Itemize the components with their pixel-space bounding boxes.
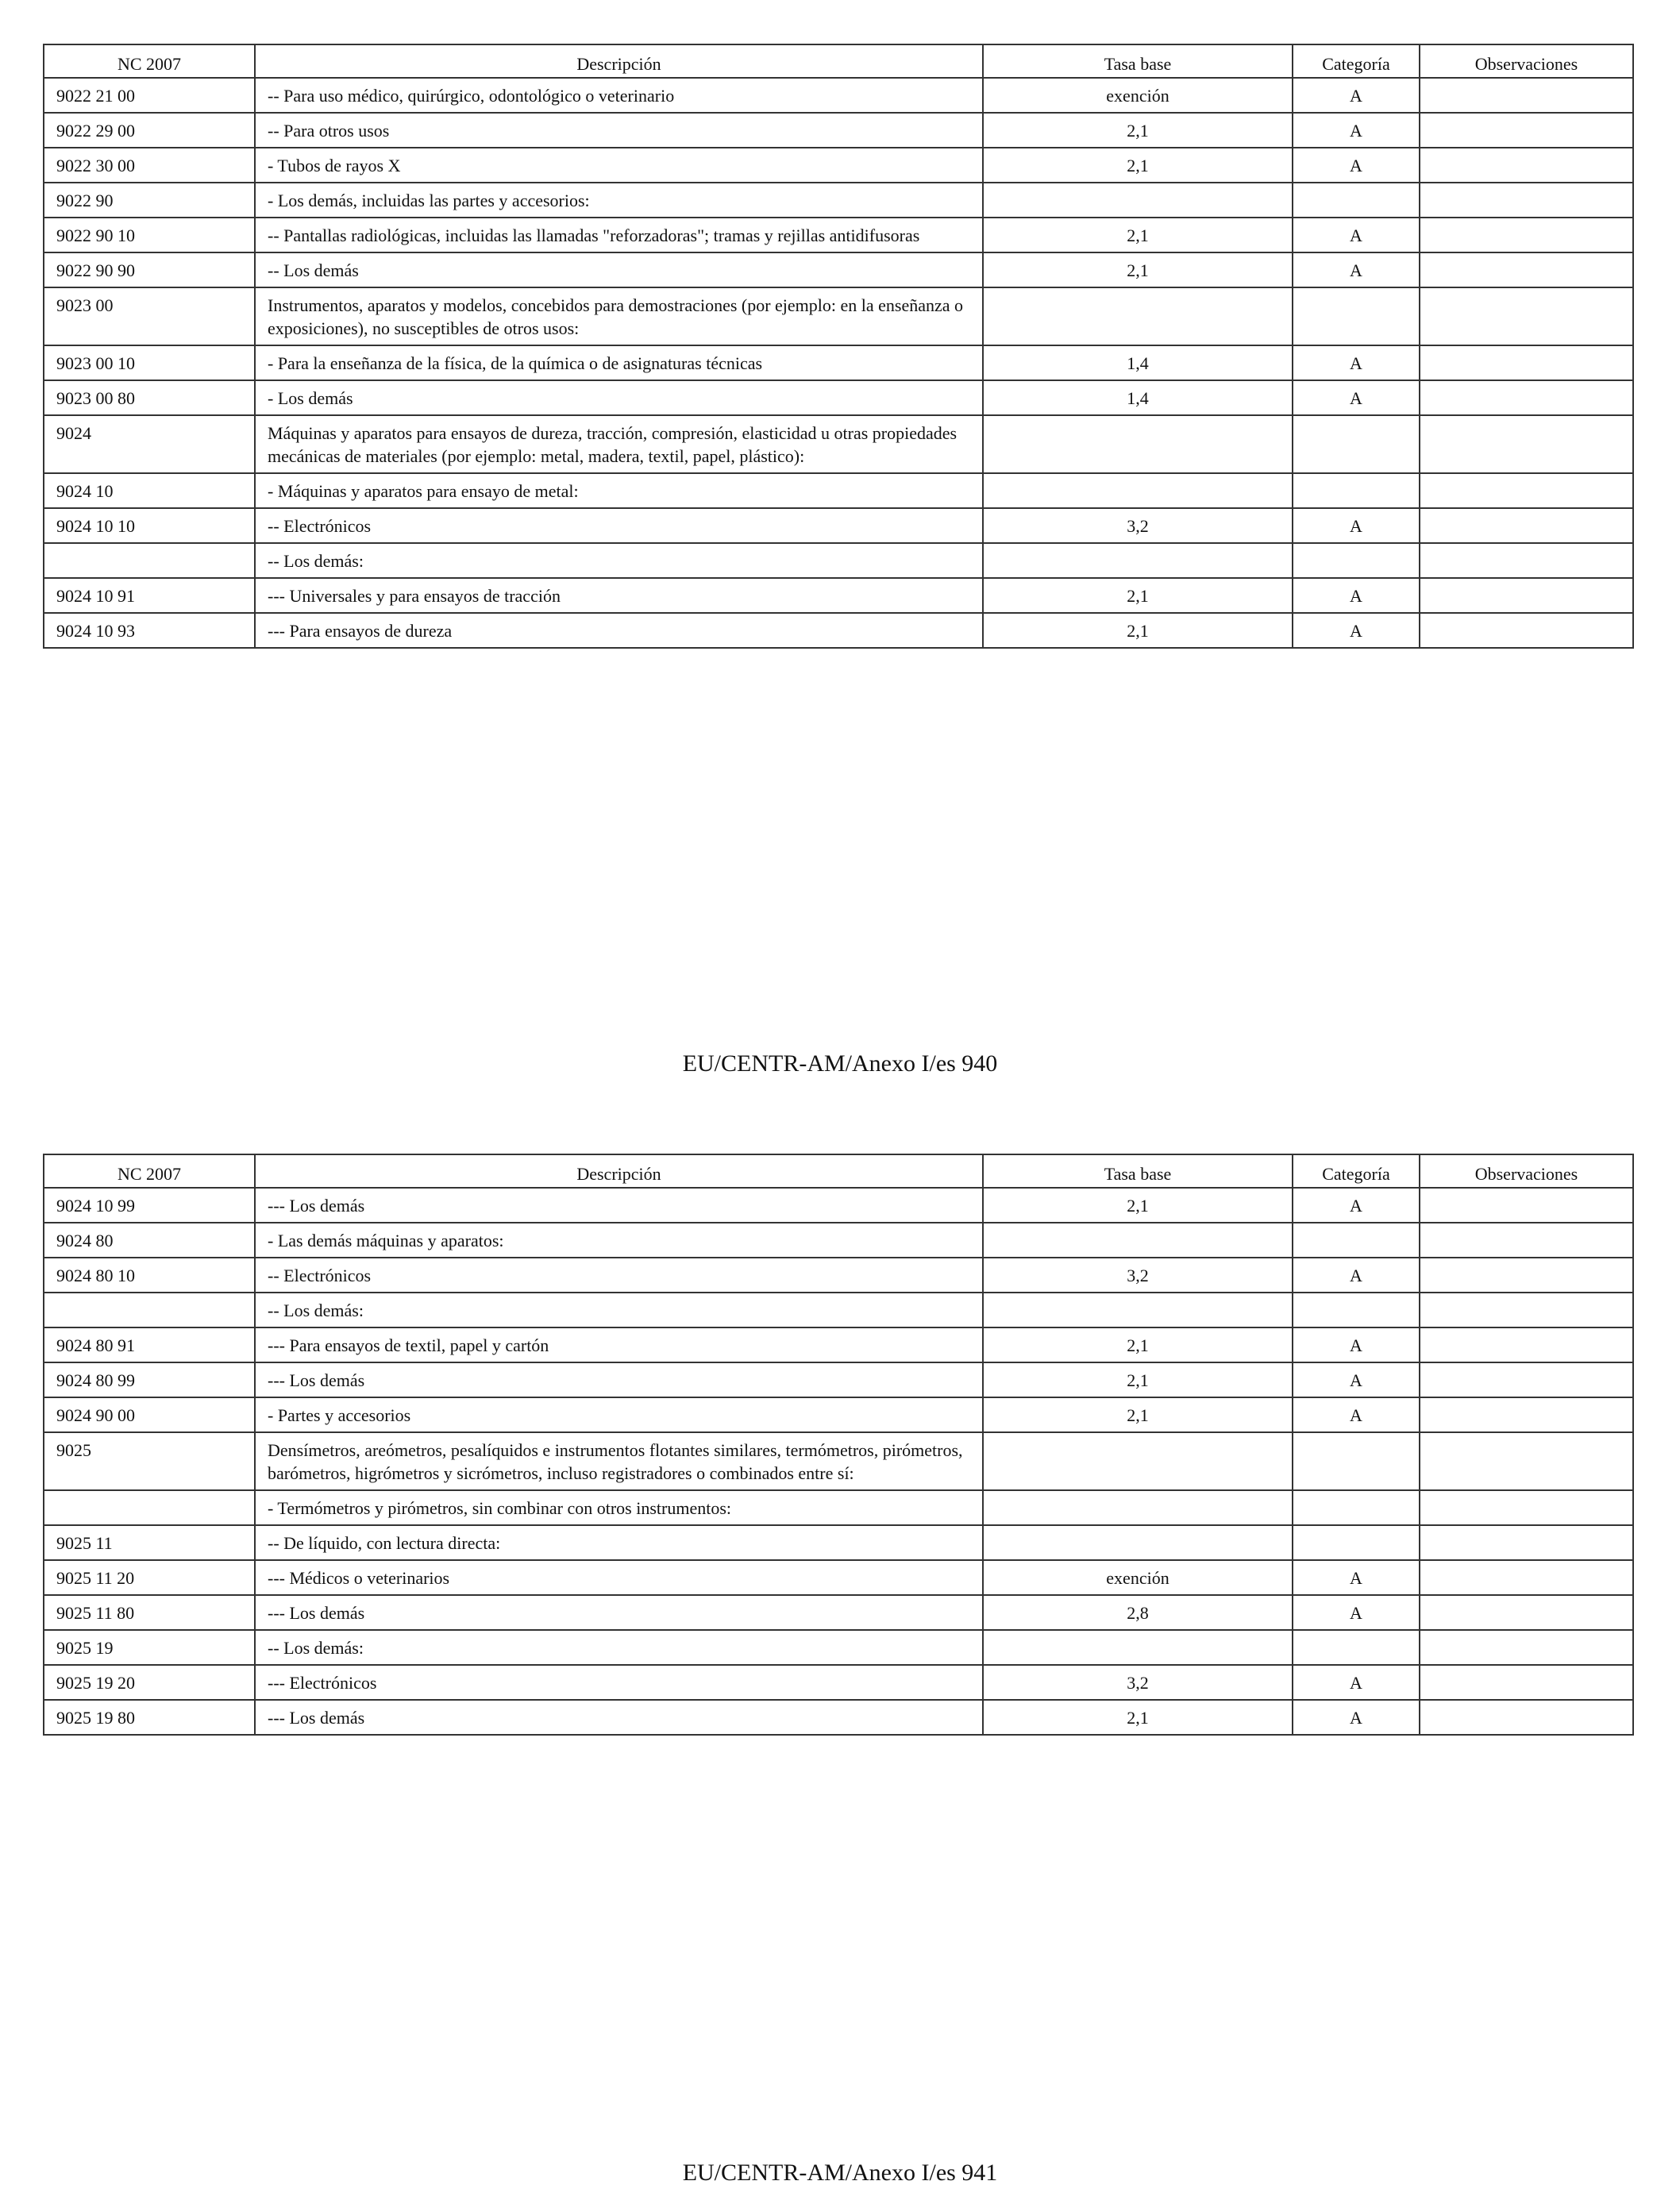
cell-descripcion: - Las demás máquinas y aparatos: — [255, 1223, 983, 1258]
cell-descripcion: - Los demás, incluidas las partes y accesorios: — [255, 183, 983, 218]
cell-nc: 9024 10 10 — [44, 508, 255, 543]
cell-observaciones — [1420, 1258, 1633, 1293]
cell-observaciones — [1420, 1223, 1633, 1258]
cell-nc: 9024 80 — [44, 1223, 255, 1258]
cell-categoria — [1293, 1432, 1420, 1490]
header-descripcion: Descripción — [255, 44, 983, 78]
cell-observaciones — [1420, 1595, 1633, 1630]
cell-nc: 9025 19 — [44, 1630, 255, 1665]
tariff-table-page-940 — [43, 44, 1634, 649]
cell-observaciones — [1420, 1700, 1633, 1735]
header-observaciones: Observaciones — [1420, 1154, 1633, 1188]
cell-observaciones — [1420, 148, 1633, 183]
cell-nc: 9024 10 99 — [44, 1188, 255, 1223]
cell-categoria — [1293, 1293, 1420, 1327]
table-row — [44, 1665, 1633, 1700]
cell-observaciones — [1420, 183, 1633, 218]
table-row — [44, 1595, 1633, 1630]
cell-observaciones — [1420, 287, 1633, 345]
table-row — [44, 1490, 1633, 1525]
cell-tasa-base: 2,1 — [983, 613, 1293, 648]
table-row — [44, 1327, 1633, 1362]
cell-tasa-base: 2,1 — [983, 578, 1293, 613]
cell-categoria — [1293, 543, 1420, 578]
cell-nc: 9025 19 20 — [44, 1665, 255, 1700]
cell-descripcion: -- Los demás: — [255, 1293, 983, 1327]
cell-nc — [44, 1293, 255, 1327]
cell-descripcion: --- Para ensayos de textil, papel y cartón — [255, 1327, 983, 1362]
table-row — [44, 78, 1633, 113]
cell-descripcion: -- Los demás: — [255, 543, 983, 578]
table-header — [44, 44, 1633, 78]
cell-descripcion: --- Los demás — [255, 1700, 983, 1735]
cell-nc — [44, 543, 255, 578]
cell-tasa-base — [983, 1432, 1293, 1490]
table-row — [44, 1397, 1633, 1432]
cell-nc: 9025 11 — [44, 1525, 255, 1560]
cell-nc: 9024 10 93 — [44, 613, 255, 648]
table-row — [44, 1630, 1633, 1665]
cell-observaciones — [1420, 1432, 1633, 1490]
cell-observaciones — [1420, 218, 1633, 252]
cell-categoria: A — [1293, 578, 1420, 613]
cell-observaciones — [1420, 578, 1633, 613]
cell-observaciones — [1420, 415, 1633, 473]
cell-tasa-base — [983, 1630, 1293, 1665]
cell-nc: 9022 30 00 — [44, 148, 255, 183]
cell-nc: 9024 10 91 — [44, 578, 255, 613]
cell-tasa-base: 3,2 — [983, 1665, 1293, 1700]
table-body — [44, 1188, 1633, 1735]
cell-tasa-base: 2,1 — [983, 1188, 1293, 1223]
cell-observaciones — [1420, 1490, 1633, 1525]
cell-observaciones — [1420, 508, 1633, 543]
cell-nc: 9024 — [44, 415, 255, 473]
cell-descripcion: -- Electrónicos — [255, 1258, 983, 1293]
cell-nc: 9025 19 80 — [44, 1700, 255, 1735]
cell-nc: 9022 90 10 — [44, 218, 255, 252]
header-tasa-base: Tasa base — [983, 44, 1293, 78]
cell-nc: 9023 00 — [44, 287, 255, 345]
cell-observaciones — [1420, 1327, 1633, 1362]
cell-nc: 9025 11 80 — [44, 1595, 255, 1630]
cell-descripcion: -- Pantallas radiológicas, incluidas las llamadas "reforzadoras"; tramas y rejillas antidifusoras — [255, 218, 983, 252]
cell-categoria — [1293, 1630, 1420, 1665]
cell-descripcion: --- Los demás — [255, 1595, 983, 1630]
table-row — [44, 345, 1633, 380]
cell-descripcion: -- Los demás — [255, 252, 983, 287]
cell-tasa-base: 2,1 — [983, 148, 1293, 183]
cell-observaciones — [1420, 1293, 1633, 1327]
cell-categoria: A — [1293, 1560, 1420, 1595]
cell-tasa-base: 1,4 — [983, 345, 1293, 380]
cell-categoria: A — [1293, 148, 1420, 183]
table-header — [44, 1154, 1633, 1188]
table-row — [44, 252, 1633, 287]
cell-descripcion: Máquinas y aparatos para ensayos de dureza, tracción, compresión, elasticidad u otras propiedades mecánicas de materiales (por ejemplo: metal, madera, textil, papel, plástico): — [255, 415, 983, 473]
table-row — [44, 1188, 1633, 1223]
cell-descripcion: Instrumentos, aparatos y modelos, concebidos para demostraciones (por ejemplo: en la enseñanza o exposiciones), no susceptibles de otros usos: — [255, 287, 983, 345]
cell-categoria — [1293, 1525, 1420, 1560]
cell-categoria: A — [1293, 78, 1420, 113]
cell-nc: 9022 29 00 — [44, 113, 255, 148]
cell-categoria — [1293, 1223, 1420, 1258]
cell-categoria: A — [1293, 252, 1420, 287]
table-row — [44, 473, 1633, 508]
cell-descripcion: - Los demás — [255, 380, 983, 415]
cell-descripcion: - Partes y accesorios — [255, 1397, 983, 1432]
tariff-table-page-941 — [43, 1154, 1634, 1736]
cell-tasa-base — [983, 473, 1293, 508]
cell-tasa-base — [983, 1525, 1293, 1560]
cell-descripcion: --- Los demás — [255, 1188, 983, 1223]
cell-categoria: A — [1293, 1188, 1420, 1223]
cell-tasa-base: exención — [983, 1560, 1293, 1595]
cell-descripcion: --- Los demás — [255, 1362, 983, 1397]
cell-tasa-base: 2,1 — [983, 1700, 1293, 1735]
cell-categoria: A — [1293, 1362, 1420, 1397]
cell-observaciones — [1420, 1665, 1633, 1700]
table-row — [44, 148, 1633, 183]
cell-descripcion: --- Para ensayos de dureza — [255, 613, 983, 648]
cell-observaciones — [1420, 1630, 1633, 1665]
cell-categoria: A — [1293, 1327, 1420, 1362]
header-descripcion: Descripción — [255, 1154, 983, 1188]
cell-descripcion: --- Médicos o veterinarios — [255, 1560, 983, 1595]
header-tasa-base: Tasa base — [983, 1154, 1293, 1188]
table-row — [44, 1362, 1633, 1397]
cell-nc: 9024 90 00 — [44, 1397, 255, 1432]
cell-tasa-base — [983, 1223, 1293, 1258]
cell-observaciones — [1420, 1397, 1633, 1432]
table-row — [44, 1700, 1633, 1735]
cell-categoria: A — [1293, 345, 1420, 380]
table-row — [44, 613, 1633, 648]
cell-observaciones — [1420, 613, 1633, 648]
cell-categoria — [1293, 473, 1420, 508]
cell-nc: 9024 80 10 — [44, 1258, 255, 1293]
table-row — [44, 218, 1633, 252]
cell-nc: 9022 90 90 — [44, 252, 255, 287]
table-row — [44, 508, 1633, 543]
cell-observaciones — [1420, 345, 1633, 380]
cell-categoria: A — [1293, 1595, 1420, 1630]
cell-descripcion: --- Universales y para ensayos de tracción — [255, 578, 983, 613]
cell-tasa-base: 1,4 — [983, 380, 1293, 415]
table-row — [44, 113, 1633, 148]
cell-descripcion: - Máquinas y aparatos para ensayo de metal: — [255, 473, 983, 508]
cell-observaciones — [1420, 543, 1633, 578]
cell-tasa-base — [983, 543, 1293, 578]
cell-descripcion: - Termómetros y pirómetros, sin combinar con otros instrumentos: — [255, 1490, 983, 1525]
cell-descripcion: --- Electrónicos — [255, 1665, 983, 1700]
cell-tasa-base: 3,2 — [983, 508, 1293, 543]
header-categoria: Categoría — [1293, 44, 1420, 78]
cell-nc: 9024 80 91 — [44, 1327, 255, 1362]
cell-descripcion: -- Los demás: — [255, 1630, 983, 1665]
cell-nc: 9024 10 — [44, 473, 255, 508]
cell-descripcion: Densímetros, areómetros, pesalíquidos e instrumentos flotantes similares, termómetros, pirómetros, barómetros, higrómetros y sicrómetros, incluso registradores o combinados entre sí: — [255, 1432, 983, 1490]
cell-categoria: A — [1293, 1258, 1420, 1293]
cell-observaciones — [1420, 1188, 1633, 1223]
cell-descripcion: - Para la enseñanza de la física, de la química o de asignaturas técnicas — [255, 345, 983, 380]
cell-nc: 9023 00 10 — [44, 345, 255, 380]
cell-observaciones — [1420, 473, 1633, 508]
header-categoria: Categoría — [1293, 1154, 1420, 1188]
cell-tasa-base: exención — [983, 78, 1293, 113]
table-row — [44, 183, 1633, 218]
cell-categoria — [1293, 415, 1420, 473]
cell-tasa-base — [983, 1293, 1293, 1327]
cell-tasa-base: 2,1 — [983, 113, 1293, 148]
cell-tasa-base — [983, 1490, 1293, 1525]
header-row — [44, 1154, 1633, 1188]
cell-categoria — [1293, 1490, 1420, 1525]
header-nc: NC 2007 — [44, 44, 255, 78]
cell-nc: 9022 21 00 — [44, 78, 255, 113]
cell-nc: 9024 80 99 — [44, 1362, 255, 1397]
cell-observaciones — [1420, 1525, 1633, 1560]
cell-nc: 9022 90 — [44, 183, 255, 218]
cell-observaciones — [1420, 78, 1633, 113]
table-row — [44, 1223, 1633, 1258]
cell-nc — [44, 1490, 255, 1525]
cell-descripcion: -- Para otros usos — [255, 113, 983, 148]
cell-observaciones — [1420, 1560, 1633, 1595]
cell-categoria: A — [1293, 1397, 1420, 1432]
cell-categoria: A — [1293, 218, 1420, 252]
table-row — [44, 1560, 1633, 1595]
table-row — [44, 287, 1633, 345]
cell-tasa-base: 2,1 — [983, 1362, 1293, 1397]
cell-observaciones — [1420, 380, 1633, 415]
cell-descripcion: - Tubos de rayos X — [255, 148, 983, 183]
cell-nc: 9023 00 80 — [44, 380, 255, 415]
table-body — [44, 78, 1633, 648]
table-row — [44, 1525, 1633, 1560]
cell-tasa-base — [983, 415, 1293, 473]
cell-tasa-base: 3,2 — [983, 1258, 1293, 1293]
cell-observaciones — [1420, 252, 1633, 287]
cell-nc: 9025 11 20 — [44, 1560, 255, 1595]
cell-categoria — [1293, 287, 1420, 345]
cell-categoria: A — [1293, 113, 1420, 148]
cell-categoria: A — [1293, 1700, 1420, 1735]
cell-tasa-base: 2,1 — [983, 252, 1293, 287]
table-row — [44, 578, 1633, 613]
cell-descripcion: -- Para uso médico, quirúrgico, odontológico o veterinario — [255, 78, 983, 113]
table-row — [44, 1258, 1633, 1293]
cell-categoria: A — [1293, 380, 1420, 415]
table-row — [44, 380, 1633, 415]
cell-descripcion: -- De líquido, con lectura directa: — [255, 1525, 983, 1560]
cell-tasa-base — [983, 183, 1293, 218]
table-row — [44, 543, 1633, 578]
header-nc: NC 2007 — [44, 1154, 255, 1188]
cell-tasa-base: 2,1 — [983, 1327, 1293, 1362]
header-observaciones: Observaciones — [1420, 44, 1633, 78]
page-footer-940: EU/CENTR-AM/Anexo I/es 940 — [682, 1050, 998, 1077]
cell-categoria: A — [1293, 1665, 1420, 1700]
table-row — [44, 415, 1633, 473]
cell-categoria — [1293, 183, 1420, 218]
cell-tasa-base: 2,8 — [983, 1595, 1293, 1630]
header-row — [44, 44, 1633, 78]
cell-tasa-base — [983, 287, 1293, 345]
cell-tasa-base: 2,1 — [983, 218, 1293, 252]
table-row — [44, 1293, 1633, 1327]
cell-observaciones — [1420, 1362, 1633, 1397]
cell-tasa-base: 2,1 — [983, 1397, 1293, 1432]
cell-nc: 9025 — [44, 1432, 255, 1490]
cell-categoria: A — [1293, 613, 1420, 648]
cell-descripcion: -- Electrónicos — [255, 508, 983, 543]
table-row — [44, 1432, 1633, 1490]
cell-categoria: A — [1293, 508, 1420, 543]
cell-observaciones — [1420, 113, 1633, 148]
page-footer-941: EU/CENTR-AM/Anexo I/es 941 — [682, 2160, 998, 2186]
